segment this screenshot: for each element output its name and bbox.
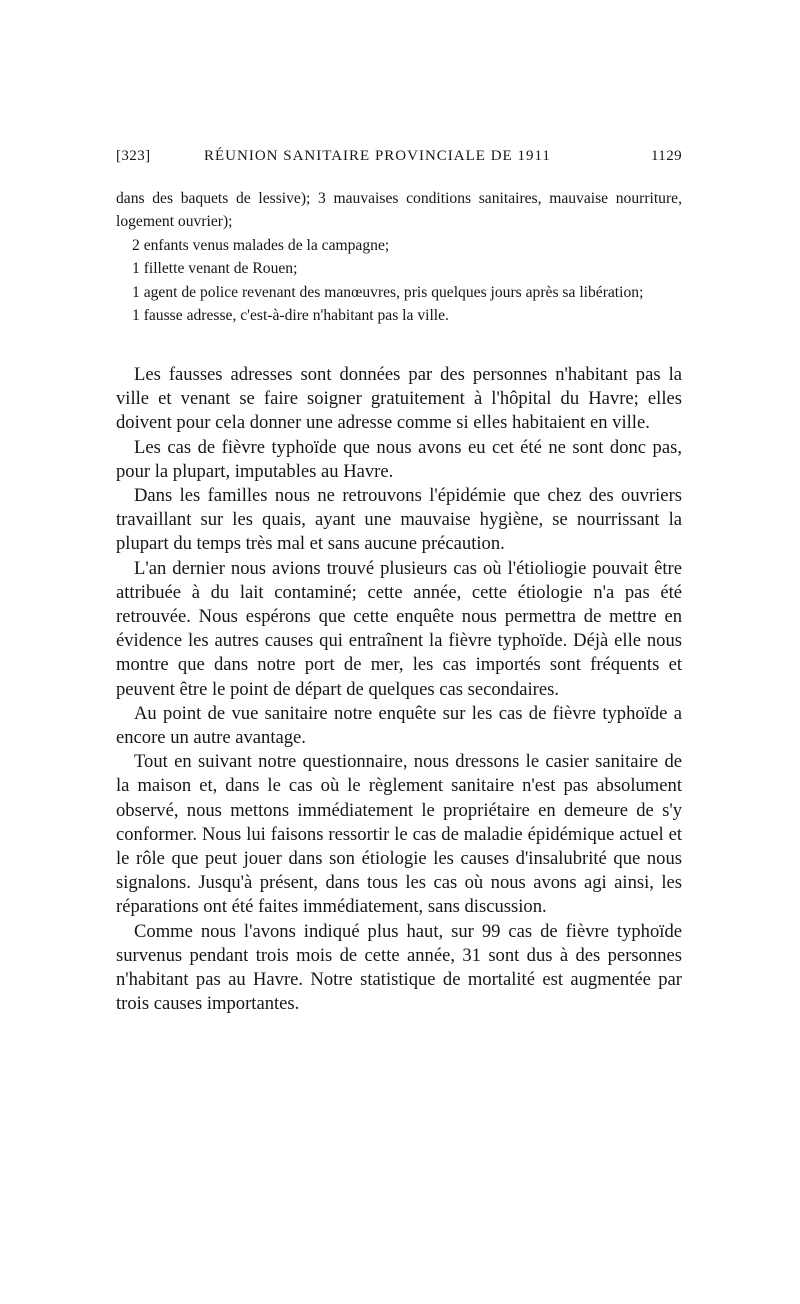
running-header <box>116 148 682 170</box>
list-line: dans des baquets de lessive); 3 mauvaises conditions sanitaires, mauvaise nourriture, logement ouvrier); <box>116 190 682 231</box>
bracket-page-ref: [323] <box>116 148 151 164</box>
paragraph: Les fausses adresses sont données par des personnes n'habitant pas la ville et venant se faire soigner gratuitement à l'hôpital du Havre; elles doivent pour cela donner une adresse comme si elles habitaient en ville. <box>116 364 682 434</box>
body-text <box>116 363 682 1016</box>
list-line: 1 fausse adresse, c'est-à-dire n'habitant pas la ville. <box>132 307 449 325</box>
running-title: RÉUNION SANITAIRE PROVINCIALE DE 1911 <box>204 148 551 164</box>
list-line: 1 agent de police revenant des manœuvres, pris quelques jours après sa libération; <box>132 283 644 301</box>
case-list <box>116 187 682 327</box>
list-line: 1 fillette venant de Rouen; <box>132 260 298 278</box>
paragraph: Au point de vue sanitaire notre enquête sur les cas de fièvre typhoïde a encore un autre avantage. <box>116 702 682 749</box>
list-line: 2 enfants venus malades de la campagne; <box>132 236 390 254</box>
paragraph: Dans les familles nous ne retrouvons l'épidémie que chez des ouvriers travaillant sur les quais, ayant une mauvaise hygiène, se nourrissant la plupart du temps très mal et sans aucune précaution. <box>116 485 682 555</box>
paragraph: L'an dernier nous avions trouvé plusieurs cas où l'étioliogie pouvait être attribuée à du lait contaminé; cette année, cette étiologie n'a pas été retrouvée. Nous espérons que cette enquête nous permettra de mettre en évidence les autres causes qui entraînent la fièvre typhoïde. Déjà elle nous montre que dans notre port de mer, les cas importés sont fréquents et peuvent être le point de départ de quelques cas secondaires. <box>116 557 682 700</box>
paragraph: Les cas de fièvre typhoïde que nous avons eu cet été ne sont donc pas, pour la plupart, imputables au Havre. <box>116 436 682 482</box>
paragraph: Tout en suivant notre questionnaire, nous dressons le casier sanitaire de la maison et, dans le cas où le règlement sanitaire n'est pas absolument observé, nous mettons immédiatement le propriétaire en demeure de s'y conformer. Nous lui faisons ressortir le cas de maladie épidémique actuel et le rôle que peut jouer dans son étiologie les causes d'insalubrité que nous signalons. Jusqu'à présent, dans tous les cas où nous avons agi ainsi, les réparations ont été faites immédiatement, sans discussion. <box>116 751 682 918</box>
paragraph: Comme nous l'avons indiqué plus haut, sur 99 cas de fièvre typhoïde survenus pendant trois mois de cette année, 31 sont dus à des personnes n'habitant pas au Havre. Notre statistique de mortalité est augmentée par trois causes importantes. <box>116 920 682 1015</box>
page-number: 1129 <box>650 148 682 164</box>
